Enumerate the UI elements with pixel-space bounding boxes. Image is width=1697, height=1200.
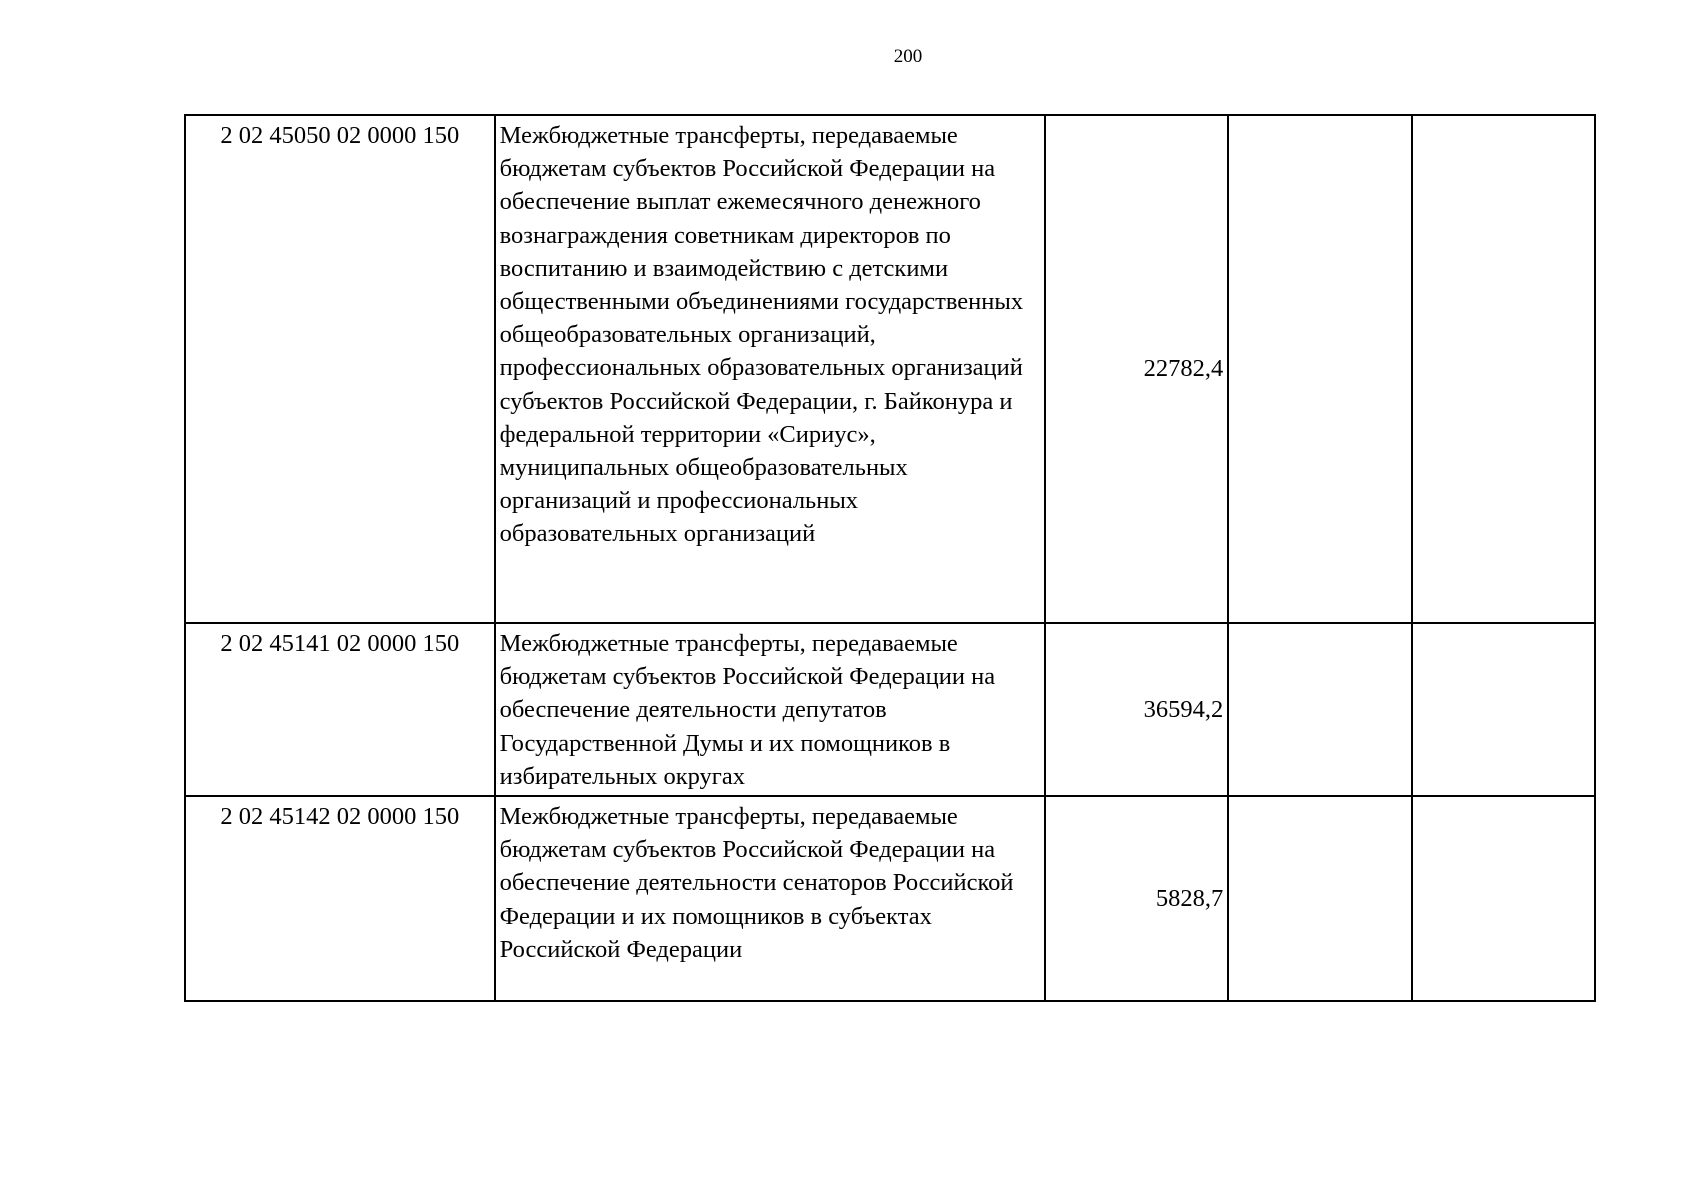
budget-code-cell: 2 02 45050 02 0000 150	[185, 115, 495, 623]
empty-cell-col5	[1412, 623, 1595, 796]
empty-cell-col4	[1228, 115, 1411, 623]
amount-cell: 36594,2	[1045, 623, 1228, 796]
empty-cell-col5	[1412, 796, 1595, 1001]
description-cell: Межбюджетные трансферты, передаваемые бюджетам субъектов Российской Федерации на обеспечение деятельности сенаторов Российской Федерации и их помощников в субъектах Российской Федерации	[495, 796, 1045, 1001]
table-row	[185, 623, 1595, 796]
description-cell: Межбюджетные трансферты, передаваемые бюджетам субъектов Российской Федерации на обеспечение выплат ежемесячного денежного вознаграждения советникам директоров по воспитанию и взаимодействию с детскими общественными объединениями государственных общеобразовательных организаций, профессиональных образовательных организаций субъектов Российской Федерации, г. Байконура и федеральной территории «Сириус», муниципальных общеобразовательных организаций и профессиональных образовательных организаций	[495, 115, 1045, 623]
page-number: 200	[893, 46, 923, 67]
budget-code-cell: 2 02 45141 02 0000 150	[185, 623, 495, 796]
empty-cell-col4	[1228, 623, 1411, 796]
amount-cell: 22782,4	[1045, 115, 1228, 623]
empty-cell-col5	[1412, 115, 1595, 623]
budget-table	[184, 114, 1596, 1002]
description-cell: Межбюджетные трансферты, передаваемые бюджетам субъектов Российской Федерации на обеспечение деятельности депутатов Государственной Думы и их помощников в избирательных округах	[495, 623, 1045, 796]
budget-code-cell: 2 02 45142 02 0000 150	[185, 796, 495, 1001]
table-row	[185, 115, 1595, 623]
empty-cell-col4	[1228, 796, 1411, 1001]
table-row	[185, 796, 1595, 1001]
amount-cell: 5828,7	[1045, 796, 1228, 1001]
